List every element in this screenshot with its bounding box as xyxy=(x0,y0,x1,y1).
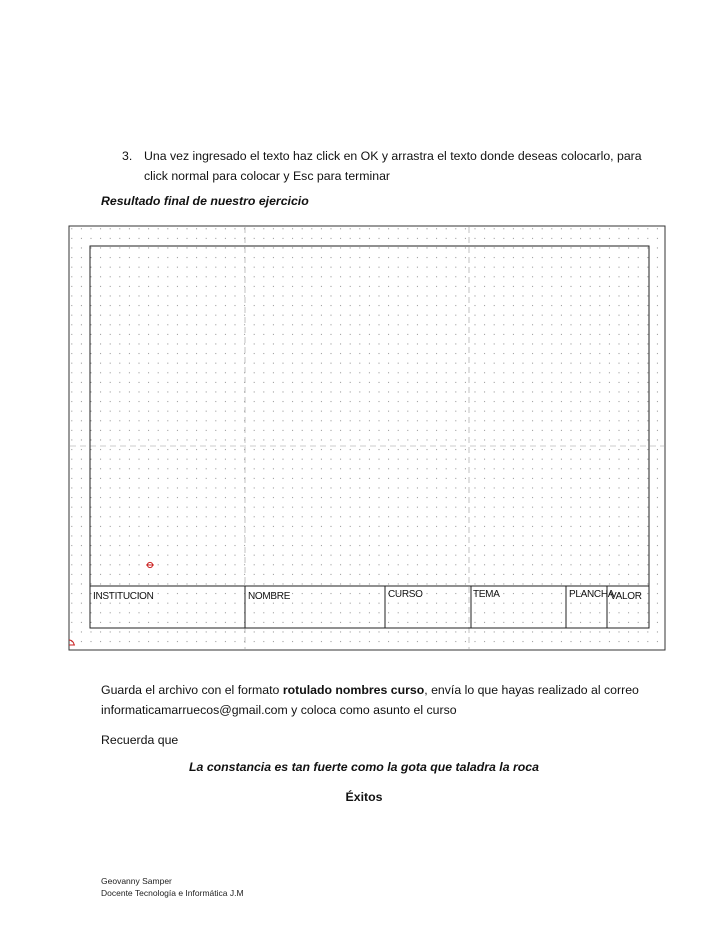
title-block-curso: CURSO xyxy=(388,589,423,600)
author-role: Docente Tecnología e Informática J.M xyxy=(101,888,244,898)
cad-drawing-svg xyxy=(67,224,667,654)
step-line-1: Una vez ingresado el texto haz click en OK y arrastra el texto donde deseas colocarlo, para xyxy=(144,149,642,163)
motivational-quote: La constancia es tan fuerte como la gota que taladra la roca xyxy=(189,760,539,774)
footer xyxy=(101,875,244,899)
title-block-valor: VALOR xyxy=(610,591,642,602)
save-instructions-line-2: informaticamarruecos@gmail.com y coloca como asunto el curso xyxy=(101,703,457,717)
cad-drawing-screenshot xyxy=(67,224,667,654)
title-block-tema: TEMA xyxy=(473,589,500,600)
step-text xyxy=(144,146,644,186)
step-line-2: click normal para colocar y Esc para terminar xyxy=(144,169,391,183)
author-name: Geovanny Samper xyxy=(101,876,172,886)
step-number: 3. xyxy=(122,149,133,163)
exitos-text: Éxitos xyxy=(345,790,383,804)
format-name: rotulado nombres curso xyxy=(282,683,425,697)
save-instructions-line-1: Guarda el archivo con el formato rotulado nombres curso, envía lo que hayas realizado al correo xyxy=(101,683,639,697)
save-instructions xyxy=(101,680,661,720)
result-heading: Resultado final de nuestro ejercicio xyxy=(101,194,309,208)
title-block-institucion: INSTITUCION xyxy=(93,591,154,602)
title-block-plancha: PLANCHA xyxy=(569,589,615,600)
reminder-text: Recuerda que xyxy=(101,733,179,747)
title-block-nombre: NOMBRE xyxy=(248,591,291,602)
